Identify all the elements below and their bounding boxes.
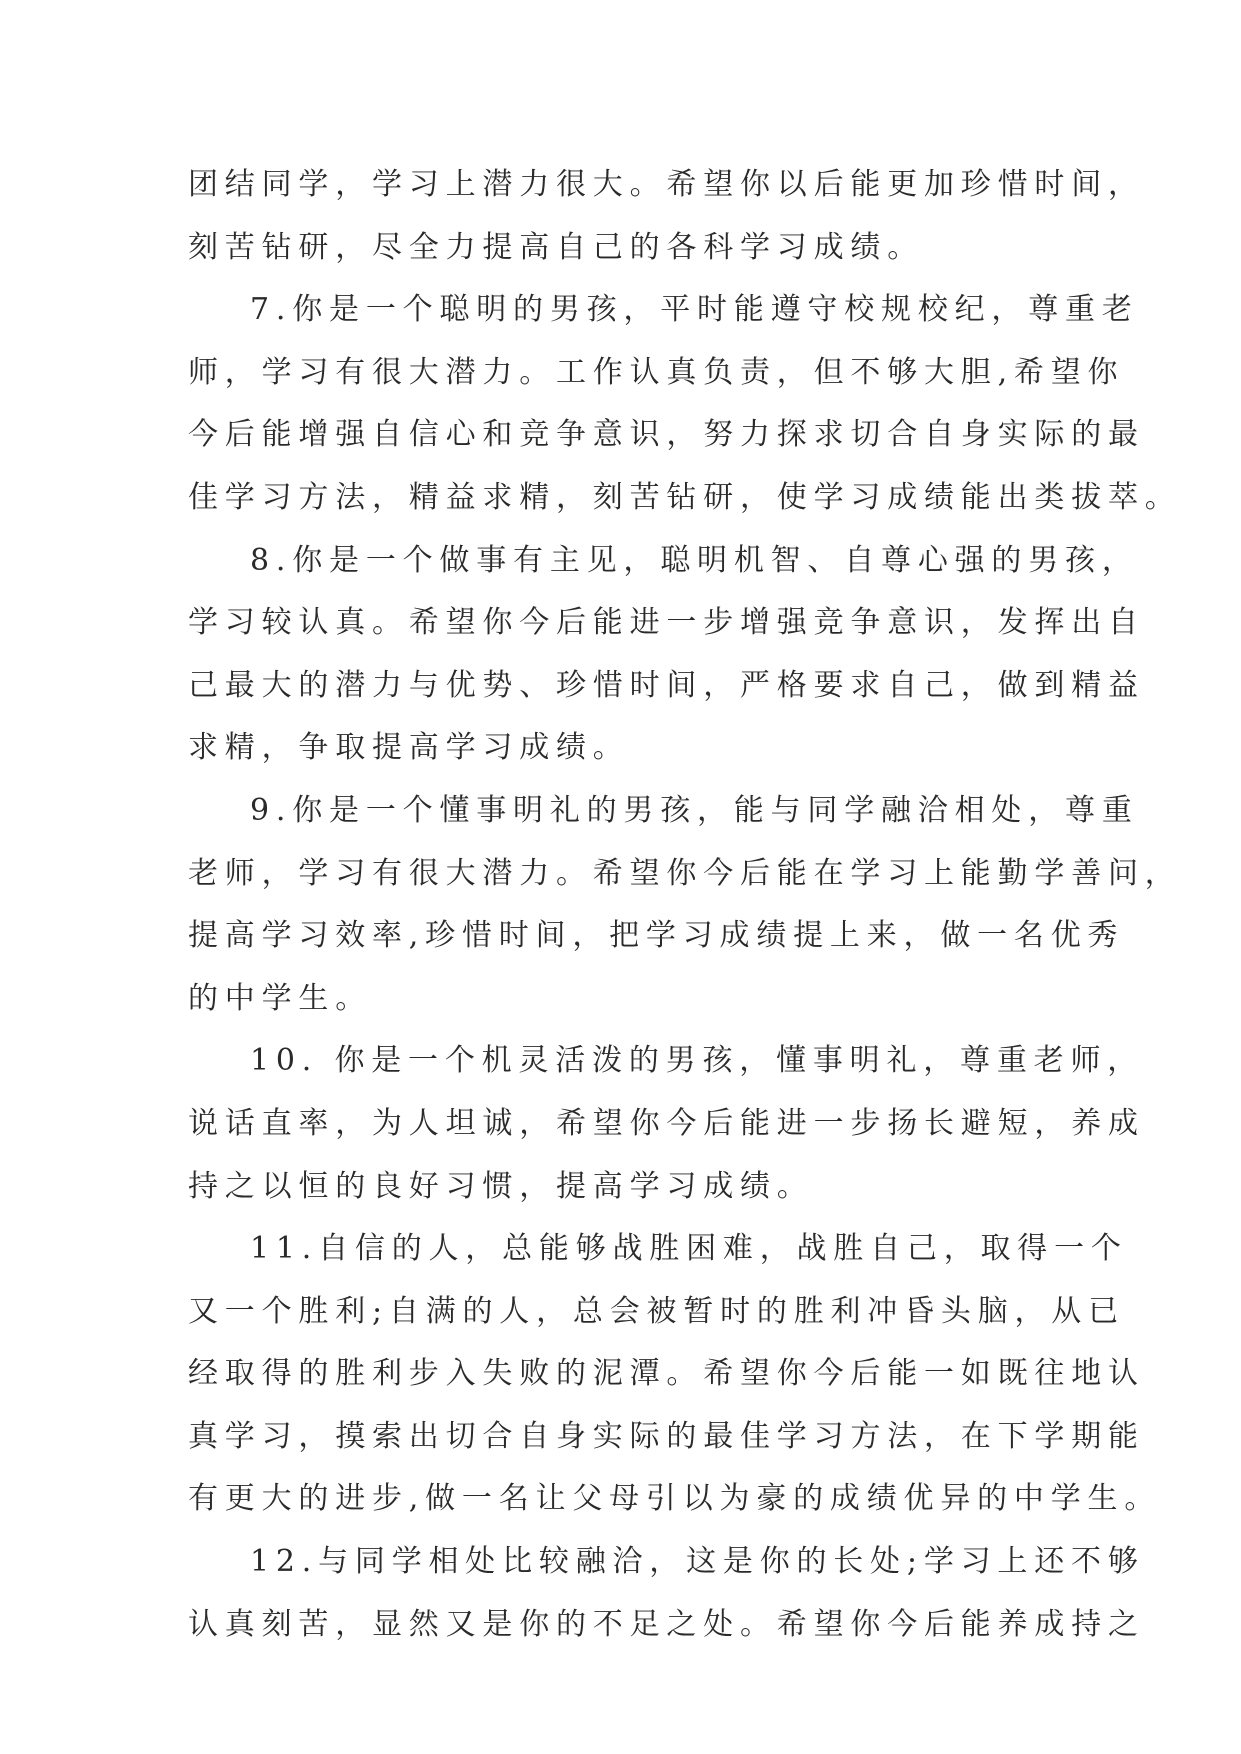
- text-line: 有更大的进步,做一名让父母引以为豪的成绩优异的中学生。: [188, 1481, 1162, 1517]
- text-line: 10. 你是一个机灵活泼的男孩，懂事明礼，尊重老师，: [250, 1043, 1145, 1079]
- paragraph-item-10: [188, 1030, 1145, 1218]
- paragraph-item-7: [188, 279, 1182, 529]
- text-line: 7.你是一个聪明的男孩，平时能遵守校规校纪，尊重老: [250, 292, 1139, 328]
- text-line: 8.你是一个做事有主见，聪明机智、自尊心强的男孩，: [250, 542, 1139, 578]
- text-line: 团结同学，学习上潜力很大。希望你以后能更加珍惜时间，: [188, 167, 1145, 202]
- text-line: 佳学习方法，精益求精，刻苦钻研，使学习成绩能出类拔萃。: [188, 479, 1182, 515]
- paragraph-item-9: [188, 780, 1182, 1030]
- text-line: 己最大的潜力与优势、珍惜时间，严格要求自己，做到精益: [188, 667, 1145, 703]
- paragraph-item-8: [188, 530, 1145, 780]
- text-line: 老师，学习有很大潜力。希望你今后能在学习上能勤学善问，: [188, 855, 1182, 891]
- text-line: 提高学习效率,珍惜时间，把学习成绩提上来，做一名优秀: [188, 918, 1125, 954]
- document-body: [188, 154, 1182, 1656]
- text-line: 认真刻苦，显然又是你的不足之处。希望你今后能养成持之: [188, 1606, 1145, 1642]
- text-line: 今后能增强自信心和竞争意识，努力探求切合自身实际的最: [188, 417, 1145, 453]
- text-line: 师，学习有很大潜力。工作认真负责，但不够大胆,希望你: [188, 354, 1125, 390]
- paragraph-item-11: [188, 1218, 1162, 1531]
- text-line: 学习较认真。希望你今后能进一步增强竞争意识，发挥出自: [188, 605, 1145, 641]
- text-line: 持之以恒的良好习惯，提高学习成绩。: [188, 1168, 814, 1204]
- text-line: 真学习，摸索出切合自身实际的最佳学习方法，在下学期能: [188, 1418, 1145, 1454]
- paragraph-item-12: [188, 1531, 1145, 1656]
- text-line: 的中学生。: [188, 980, 372, 1016]
- text-line: 经取得的胜利步入失败的泥潭。希望你今后能一如既往地认: [188, 1356, 1145, 1392]
- text-line: 求精，争取提高学习成绩。: [188, 730, 630, 766]
- paragraph-continued: [188, 154, 1145, 279]
- text-line: 说话直率，为人坦诚，希望你今后能进一步扬长避短，养成: [188, 1105, 1145, 1141]
- text-line: 又一个胜利;自满的人，总会被暂时的胜利冲昏头脑，从已: [188, 1293, 1125, 1329]
- text-line: 12.与同学相处比较融洽，这是你的长处;学习上还不够: [250, 1544, 1145, 1580]
- text-line: 11.自信的人，总能够战胜困难，战胜自己，取得一个: [250, 1231, 1128, 1267]
- text-line: 刻苦钻研，尽全力提高自己的各科学习成绩。: [188, 229, 924, 265]
- text-line: 9.你是一个懂事明礼的男孩，能与同学融洽相处，尊重: [250, 792, 1139, 828]
